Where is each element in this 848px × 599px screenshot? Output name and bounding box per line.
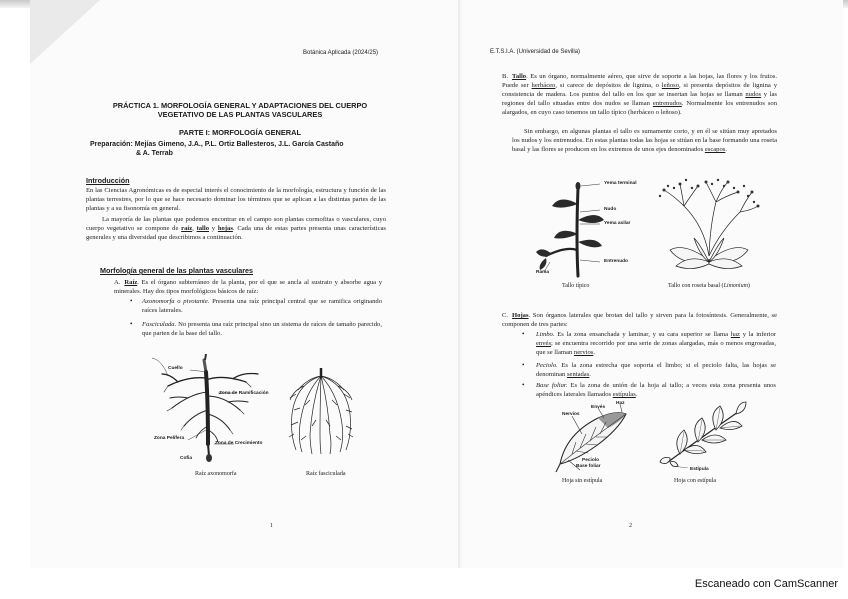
- part-title: PARTE I: MORFOLOGÍA GENERAL: [179, 128, 301, 137]
- label-cuello: Cuello: [168, 366, 183, 371]
- label-peciolo: Peciolo: [582, 458, 600, 463]
- label-zona-pelifera: Zona Pelífera: [154, 436, 185, 441]
- caption-raiz-fasciculada: Raíz fasciculada: [306, 471, 346, 477]
- label-base-foliar: Base foliar: [576, 464, 601, 469]
- page-left: [30, 0, 458, 568]
- label-nervios: Nervios: [562, 412, 580, 417]
- label-leader-lines: [178, 360, 248, 460]
- bullet-axonomorfa: Axonomorfa o pivotante. Presenta una raíz principal central que se ramifica originando raíces laterales.: [142, 298, 382, 314]
- running-header-left: Botánica Aplicada (2024/25): [303, 50, 379, 56]
- rosette-stem-diagram: [654, 176, 764, 280]
- bullet-icon: •: [522, 381, 525, 389]
- morphology-heading: Morfología general de las plantas vasculares: [100, 266, 253, 275]
- bullet-limbo: Limbo. Es la zona ensanchada y laminar, y su cara superior se llama haz y la inferior envés; se encuentra recorrido por una serie de zonas alargadas, más o menos engrosadas, que se llaman nervios.: [536, 331, 776, 356]
- leaf-with-stipule-diagram: [658, 400, 748, 468]
- label-estipula: Estípula: [690, 467, 709, 472]
- label-zona-ramificacion: Zona de Ramificación: [219, 391, 269, 396]
- label-nudo: Nudo: [604, 207, 617, 212]
- bullet-fasciculada: Fasciculada. No presenta una raíz principal sino un sistema de raíces de tamaño parecido, que parten de la base del tallo.: [142, 321, 382, 337]
- bullet-icon: •: [130, 297, 133, 305]
- caption-roseta-basal: Tallo con roseta basal (Limonium): [668, 283, 750, 289]
- hojas-definition: C. Hojas. Son órganos laterales que brotan del tallo y sirven para la fotosíntesis. Generalmente, se componen de tres partes:: [502, 312, 777, 328]
- label-yema-axilar: Yema axilar: [604, 221, 631, 226]
- running-header-right: E.T.S.I.A. (Universidad de Sevilla): [490, 49, 581, 55]
- folded-corner: [30, 0, 100, 64]
- caption-tallo-tipico: Tallo típico: [562, 283, 590, 289]
- caption-hoja-sin-estipula: Hoja sin estípula: [562, 478, 603, 484]
- practice-title: PRÁCTICA 1. MORFOLOGÍA GENERAL Y ADAPTACIONES DEL CUERPO VEGETATIVO DE LAS PLANTAS VASCULARES: [112, 101, 368, 119]
- caption-hoja-con-estipula: Hoja con estípula: [674, 478, 716, 484]
- fibrous-root-diagram: [286, 364, 356, 456]
- page-right: [458, 0, 843, 568]
- raiz-definition: A. Raíz. Es el órgano subterráneo de la planta, por el que se ancla al sustrato y absorbe agua y minerales. Hay dos tipos morfológicos básicos de raíz:: [114, 279, 382, 295]
- label-yema-terminal: Yema terminal: [604, 181, 637, 186]
- caption-raiz-axonomorfa: Raíz axonomorfa: [195, 471, 237, 477]
- intro-paragraph-1: En las Ciencias Agronómicas es de especial interés el conocimiento de la morfología, estructura y función de las plantas terrestres, por lo que se hace necesario dominar los términos que se aplican a las distintas partes de las plantas y a su fisonomía en general.: [86, 187, 386, 212]
- intro-paragraph-2: La mayoría de las plantas que podemos encontrar en el campo son plantas cormofitas o vasculares, cuyo cuerpo vegetativo se compone de raíz, tallo y hojas. Cada una de estas partes presenta unas características generales y una diversidad que describimos a continuación.: [86, 216, 386, 241]
- intro-heading: Introducción: [86, 176, 130, 185]
- bullet-base-foliar: Base foliar. Es la zona de unión de la hoja al tallo; a veces esta zona presenta unos apéndices laterales llamados estípulas.: [536, 382, 776, 398]
- camscanner-watermark: Escaneado con CamScanner: [694, 578, 838, 590]
- label-rama: Rama: [536, 270, 550, 275]
- tallo-definition: B. Tallo. Es un órgano, normalmente aéreo, que sirve de soporte a las hojas, las flores y los frutos. Puede ser herbáceo, si carece de depósitos de lignina, o leñoso, si presenta depósitos de lignina y consistencia de madera. Los puntos del tallo en los que se insertan las hojas se llaman nudos y las regiones del tallo situadas entre dos nudos se llaman entrenudos. Normalmente los entrenudos son alargados, en cuyo caso tenemos un tallo típico (herbáceo o leñoso).: [502, 73, 778, 116]
- label-zona-crecimiento: Zona de Crecimiento: [215, 441, 263, 446]
- tallo-roseta-paragraph: Sin embargo, en algunas plantas el tallo es sumamente corto, y en él se sitúan muy apretados los nudos y los entrenudos. En estas plantas todas las hojas se sitúan en la base formando una roseta basal y las flores se producen en los extremos de unos ejes denominados escapos.: [512, 128, 777, 153]
- authors: Preparación: Mejías Gimeno, J.A., P.L. Ortiz Ballesteros, J.L. García Castaño & A. Terrab: [90, 141, 344, 157]
- page-number-left: 1: [270, 523, 273, 529]
- typical-stem-diagram: [530, 180, 630, 280]
- label-entrenudo: Entrenudo: [604, 259, 628, 264]
- label-enves: Envés: [591, 405, 606, 410]
- bullet-icon: •: [522, 330, 525, 338]
- bullet-icon: •: [522, 361, 525, 369]
- label-cofia: Cofia: [180, 456, 192, 461]
- label-haz: Haz: [616, 401, 625, 406]
- bullet-icon: •: [130, 320, 133, 328]
- page-number-right: 2: [629, 523, 632, 529]
- bullet-peciolo: Peciolo. Es la zona estrecha que soporta el limbo; si el peciolo falta, las hojas se denominan sentadas.: [536, 362, 776, 378]
